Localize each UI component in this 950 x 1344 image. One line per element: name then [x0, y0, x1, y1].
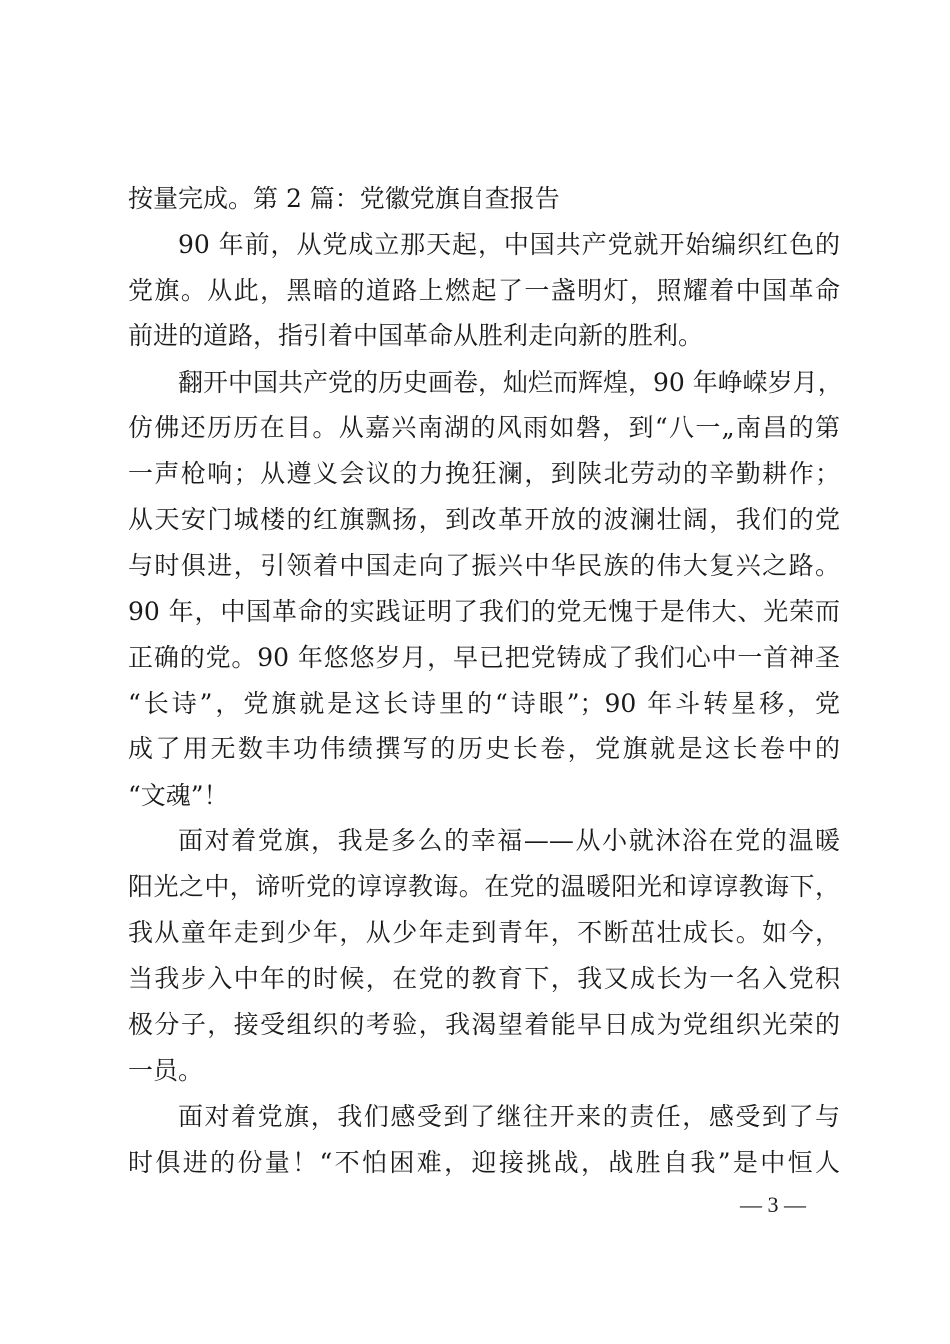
text-line-13: 成了用无数丰功伟绩撰写的历史长卷，党旗就是这长卷中的	[128, 734, 840, 763]
text-line-5: 翻开中国共产党的历史画卷，灿烂而辉煌，90 年峥嵘岁月，	[178, 368, 843, 397]
text-line-21: 面对着党旗，我们感受到了继往开来的责任，感受到了与	[178, 1102, 840, 1131]
text-line-9: 与时俱进，引领着中国走向了振兴中华民族的伟大复兴之路。	[128, 551, 840, 580]
text-line-3: 党旗。从此，黑暗的道路上燃起了一盏明灯，照耀着中国革命	[128, 276, 840, 305]
text-line-8: 从天安门城楼的红旗飘扬，到改革开放的波澜壮阔，我们的党	[128, 505, 840, 534]
text-line-6: 仿佛还历历在目。从嘉兴南湖的风雨如磐，到“八一„南昌的第	[128, 413, 840, 442]
text-line-10: 90 年，中国革命的实践证明了我们的党无愧于是伟大、光荣而	[128, 597, 840, 626]
text-line-19: 极分子，接受组织的考验，我渴望着能早日成为党组织光荣的	[128, 1010, 840, 1039]
text-line-14: “文魂”！	[128, 781, 229, 810]
text-line-15: 面对着党旗，我是多么的幸福——从小就沐浴在党的温暖	[178, 826, 840, 855]
text-line-11: 正确的党。90 年悠悠岁月，早已把党铸成了我们心中一首神圣	[128, 643, 840, 672]
text-line-16: 阳光之中，谛听党的谆谆教诲。在党的温暖阳光和谆谆教诲下，	[128, 872, 840, 901]
text-line-18: 当我步入中年的时候，在党的教育下，我又成长为一名入党积	[128, 964, 840, 993]
text-line-17: 我从童年走到少年，从少年走到青年，不断茁壮成长。如今，	[128, 918, 840, 947]
text-line-1: 按量完成。第 2 篇：党徽党旗自查报告	[128, 184, 560, 213]
text-line-20: 一员。	[128, 1056, 204, 1085]
text-line-2: 90 年前，从党成立那天起，中国共产党就开始编织红色的	[178, 230, 840, 259]
text-line-12: “长诗”，党旗就是这长诗里的“诗眼”；90 年斗转星移，党	[128, 689, 840, 718]
text-line-7: 一声枪响；从遵义会议的力挽狂澜，到陕北劳动的辛勤耕作；	[128, 459, 840, 488]
text-line-22: 时俱进的份量！“不怕困难，迎接挑战，战胜自我”是中恒人	[128, 1148, 840, 1177]
page-number: — 3 —	[740, 1192, 806, 1217]
text-line-4: 前进的道路，指引着中国革命从胜利走向新的胜利。	[128, 321, 704, 350]
